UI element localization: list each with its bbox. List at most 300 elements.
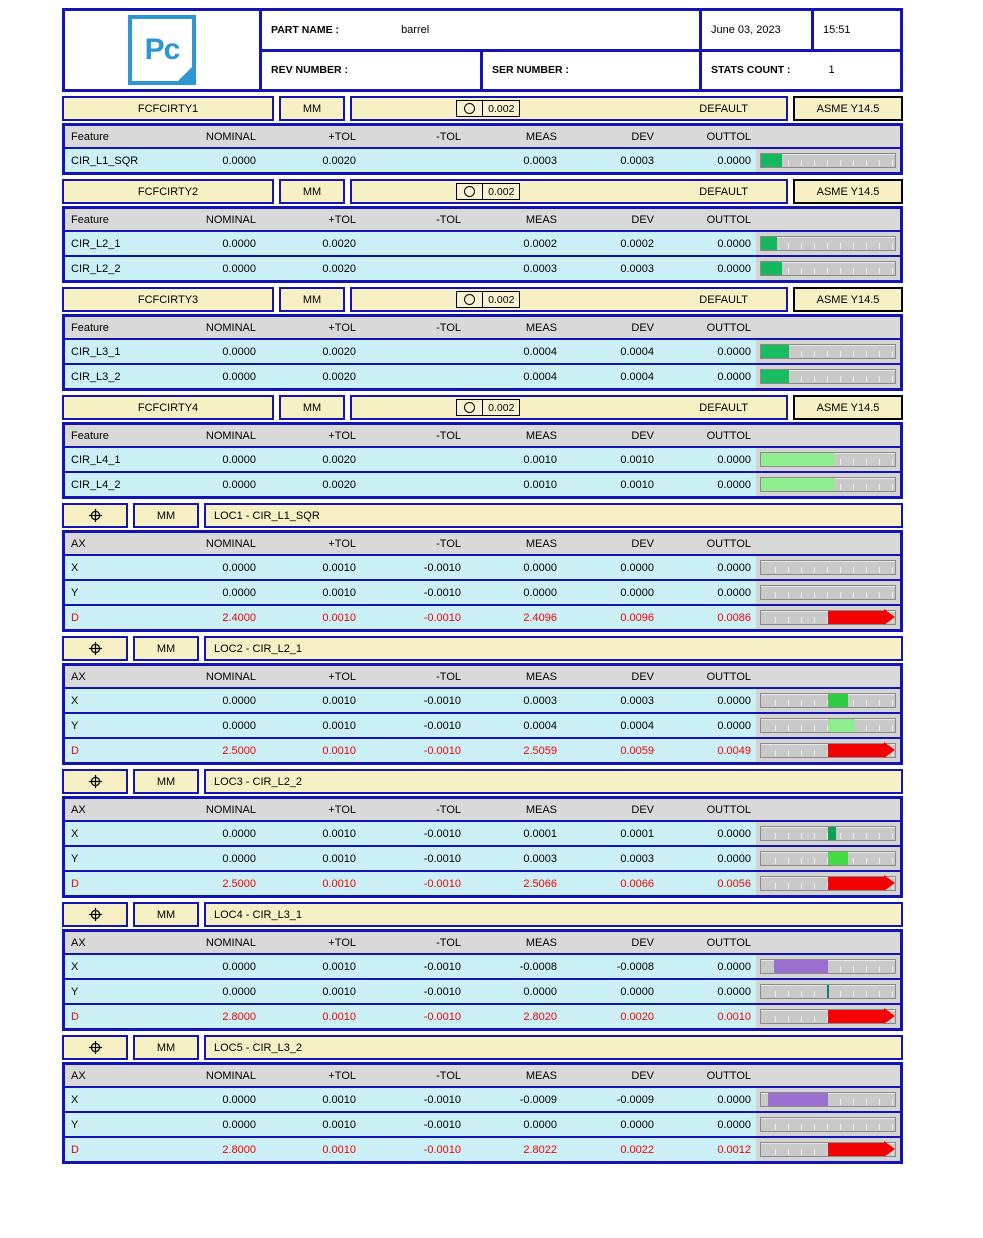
outtol-bar-track: [760, 261, 896, 276]
bar-ticks: [763, 243, 894, 249]
feature-name-cell: Y: [71, 1118, 79, 1131]
table-row: [65, 471, 900, 496]
value-cell: 0.0010: [322, 852, 356, 865]
value-cell: 0.0020: [322, 262, 356, 275]
table-row: [65, 687, 900, 712]
bar-column-header: [756, 1065, 900, 1086]
column-header: -TOL: [436, 936, 461, 949]
circularity-icon: [457, 292, 483, 307]
deviation-bar-fill: [761, 237, 777, 250]
value-cell: -0.0008: [616, 960, 654, 973]
standard-label: ASME Y14.5: [793, 287, 903, 312]
column-header: OUTTOL: [706, 1069, 751, 1082]
ser-number-label: SER NUMBER :: [492, 64, 570, 77]
section-header-strip: [62, 503, 903, 528]
table-row: [65, 1111, 900, 1136]
table-row: [65, 820, 900, 845]
value-cell: 0.0096: [620, 611, 654, 624]
rev-number-label: REV NUMBER :: [271, 64, 349, 77]
section-header-strip: [62, 1035, 903, 1060]
outtol-bar-cell: [756, 556, 900, 579]
column-header: DEV: [631, 803, 654, 816]
header-row-2: [262, 52, 900, 90]
section-title: LOC5 - CIR_L3_2: [204, 1035, 903, 1060]
column-header-row: [65, 533, 900, 554]
column-header: NOMINAL: [205, 670, 256, 683]
fcf-tolerance-value: 0.002: [488, 401, 515, 414]
value-cell: 0.0010: [322, 960, 356, 973]
value-cell: 0.0022: [620, 1143, 654, 1156]
feature-name-cell: CIR_L3_2: [71, 370, 121, 383]
value-cell: 0.0010: [322, 827, 356, 840]
out-of-tolerance-arrow-icon: [884, 1008, 895, 1024]
section-title: LOC4 - CIR_L3_1: [204, 902, 903, 927]
value-cell: 0.0010: [620, 478, 654, 491]
report-header: [62, 8, 903, 92]
units-label: MM: [279, 96, 345, 121]
standard-label: ASME Y14.5: [793, 395, 903, 420]
column-header-row: [65, 666, 900, 687]
value-cell: 0.0000: [523, 586, 557, 599]
value-cell: 0.0003: [523, 262, 557, 275]
bar-column-header: [756, 425, 900, 446]
outtol-bar-track: [760, 153, 896, 168]
column-header: AX: [71, 537, 86, 550]
value-cell: 0.0000: [717, 586, 751, 599]
column-header: +TOL: [328, 936, 356, 949]
value-cell: 0.0066: [620, 877, 654, 890]
units-label: MM: [133, 1035, 199, 1060]
bar-ticks: [763, 592, 894, 598]
true-position-glyph: [88, 1040, 103, 1055]
value-cell: 0.0000: [222, 586, 256, 599]
circle-glyph: [464, 402, 475, 413]
value-cell: -0.0010: [423, 719, 461, 732]
column-header: MEAS: [525, 1069, 557, 1082]
outtol-bar-cell: [756, 847, 900, 870]
bar-column-header: [756, 533, 900, 554]
section-title: LOC1 - CIR_L1_SQR: [204, 503, 903, 528]
value-cell: 0.0000: [222, 154, 256, 167]
value-cell: 0.0000: [717, 985, 751, 998]
deviation-bar-fill: [828, 877, 884, 890]
column-header: DEV: [631, 537, 654, 550]
outtol-bar-cell: [756, 581, 900, 604]
bar-ticks: [763, 567, 894, 573]
table-row: [65, 953, 900, 978]
column-header: -TOL: [436, 130, 461, 143]
section-header-strip: [62, 96, 903, 121]
table-row: [65, 978, 900, 1003]
value-cell: -0.0010: [423, 1093, 461, 1106]
column-header: MEAS: [525, 537, 557, 550]
feature-name-cell: X: [71, 561, 79, 574]
value-cell: 0.0000: [717, 154, 751, 167]
value-cell: 0.0000: [222, 985, 256, 998]
deviation-bar-fill: [828, 1143, 884, 1156]
value-cell: 0.0004: [523, 719, 557, 732]
column-header: +TOL: [328, 321, 356, 334]
table-row: [65, 870, 900, 895]
bar-column-header: [756, 666, 900, 687]
column-header: AX: [71, 670, 86, 683]
value-cell: 0.0020: [322, 345, 356, 358]
deviation-bar-fill: [761, 478, 835, 491]
value-cell: [361, 232, 466, 255]
value-cell: 0.0000: [222, 237, 256, 250]
datum-label: DEFAULT: [699, 293, 748, 306]
units-label: MM: [279, 287, 345, 312]
column-header: MEAS: [525, 213, 557, 226]
feature-name-cell: CIR_L3_1: [71, 345, 121, 358]
logo-fold-corner-icon: [177, 66, 193, 82]
section-title: LOC2 - CIR_L2_1: [204, 636, 903, 661]
table-row: [65, 363, 900, 388]
outtol-bar-track: [760, 610, 896, 625]
outtol-bar-cell: [756, 1138, 900, 1161]
deviation-bar-fill: [828, 694, 848, 707]
column-header: Feature: [71, 130, 109, 143]
value-cell: 0.0000: [222, 1118, 256, 1131]
value-cell: 0.0020: [322, 453, 356, 466]
deviation-bar-fill: [828, 827, 836, 840]
table-row: [65, 147, 900, 172]
outtol-bar-cell: [756, 739, 900, 762]
outtol-bar-track: [760, 984, 896, 999]
outtol-bar-cell: [756, 257, 900, 280]
outtol-bar-cell: [756, 980, 900, 1003]
value-cell: 0.0000: [222, 453, 256, 466]
column-header: NOMINAL: [205, 1069, 256, 1082]
value-cell: 0.0000: [222, 719, 256, 732]
section-title: LOC3 - CIR_L2_2: [204, 769, 903, 794]
table-row: [65, 845, 900, 870]
section-table: [62, 123, 903, 175]
fcf-summary-box: [350, 96, 788, 121]
column-header: Feature: [71, 321, 109, 334]
outtol-bar-track: [760, 452, 896, 467]
section-header-strip: [62, 636, 903, 661]
value-cell: 0.0000: [620, 561, 654, 574]
value-cell: 0.0000: [717, 370, 751, 383]
column-header: OUTTOL: [706, 130, 751, 143]
column-header: -TOL: [436, 803, 461, 816]
value-cell: 0.0010: [322, 611, 356, 624]
pcdmis-logo-icon: [128, 15, 196, 85]
value-cell: 0.0000: [717, 852, 751, 865]
value-cell: [361, 365, 466, 388]
column-header: -TOL: [436, 1069, 461, 1082]
value-cell: 0.0010: [620, 453, 654, 466]
value-cell: 2.8000: [222, 1143, 256, 1156]
value-cell: -0.0010: [423, 1143, 461, 1156]
value-cell: -0.0010: [423, 852, 461, 865]
value-cell: 0.0001: [523, 827, 557, 840]
column-header: AX: [71, 803, 86, 816]
value-cell: 0.0003: [620, 694, 654, 707]
section-table: [62, 929, 903, 1031]
value-cell: 0.0004: [523, 370, 557, 383]
deviation-bar-fill: [761, 370, 789, 383]
column-header: OUTTOL: [706, 321, 751, 334]
out-of-tolerance-arrow-icon: [884, 1141, 895, 1157]
section-table: [62, 1062, 903, 1164]
value-cell: 0.0010: [322, 586, 356, 599]
value-cell: 0.0020: [322, 154, 356, 167]
value-cell: 0.0002: [620, 237, 654, 250]
circularity-icon: [457, 400, 483, 415]
out-of-tolerance-arrow-icon: [884, 875, 895, 891]
column-header: AX: [71, 1069, 86, 1082]
outtol-bar-cell: [756, 1088, 900, 1111]
column-header: NOMINAL: [205, 936, 256, 949]
column-header: OUTTOL: [706, 936, 751, 949]
column-header: AX: [71, 936, 86, 949]
feature-control-frame: [456, 399, 520, 416]
outtol-bar-track: [760, 693, 896, 708]
value-cell: 2.5000: [222, 877, 256, 890]
column-header: MEAS: [525, 130, 557, 143]
outtol-bar-cell: [756, 714, 900, 737]
part-name-value: barrel: [401, 23, 430, 36]
feature-name-cell: Y: [71, 586, 79, 599]
report-date: June 03, 2023: [702, 11, 814, 49]
section-table: [62, 206, 903, 283]
value-cell: 0.0004: [523, 345, 557, 358]
fcf-tolerance-value: 0.002: [488, 293, 515, 306]
value-cell: 0.0004: [620, 719, 654, 732]
value-cell: 0.0000: [717, 694, 751, 707]
bar-column-header: [756, 799, 900, 820]
value-cell: 2.8022: [523, 1143, 557, 1156]
column-header-row: [65, 126, 900, 147]
table-row: [65, 1086, 900, 1111]
section-table: [62, 314, 903, 391]
stats-count-value: 1: [828, 64, 835, 77]
feature-name-cell: Y: [71, 852, 79, 865]
column-header: Feature: [71, 429, 109, 442]
bar-ticks: [763, 160, 894, 166]
value-cell: 0.0000: [717, 345, 751, 358]
value-cell: 0.0000: [222, 694, 256, 707]
value-cell: 0.0003: [620, 154, 654, 167]
section-title: FCFCIRTY2: [62, 179, 274, 204]
column-header: NOMINAL: [205, 803, 256, 816]
value-cell: 0.0000: [620, 1118, 654, 1131]
value-cell: 0.0000: [717, 960, 751, 973]
value-cell: 0.0000: [620, 586, 654, 599]
outtol-bar-track: [760, 1117, 896, 1132]
column-header: DEV: [631, 130, 654, 143]
outtol-bar-track: [760, 1092, 896, 1107]
column-header: OUTTOL: [706, 213, 751, 226]
value-cell: 0.0000: [523, 1118, 557, 1131]
outtol-bar-cell: [756, 955, 900, 978]
value-cell: -0.0008: [519, 960, 557, 973]
feature-control-frame: [456, 100, 520, 117]
value-cell: 0.0010: [322, 1143, 356, 1156]
column-header: NOMINAL: [205, 429, 256, 442]
true-position-icon: [62, 1035, 128, 1060]
table-row: [65, 255, 900, 280]
column-header: -TOL: [436, 670, 461, 683]
column-header: NOMINAL: [205, 213, 256, 226]
value-cell: 0.0010: [717, 1010, 751, 1023]
section-header-strip: [62, 287, 903, 312]
section-table: [62, 422, 903, 499]
deviation-bar-fill: [828, 719, 855, 732]
column-header-row: [65, 209, 900, 230]
value-cell: -0.0010: [423, 611, 461, 624]
standard-label: ASME Y14.5: [793, 96, 903, 121]
value-cell: -0.0010: [423, 586, 461, 599]
outtol-bar-cell: [756, 448, 900, 471]
true-position-glyph: [88, 508, 103, 523]
value-cell: 0.0000: [222, 478, 256, 491]
feature-name-cell: CIR_L2_1: [71, 237, 121, 250]
feature-name-cell: D: [71, 877, 79, 890]
outtol-bar-cell: [756, 1005, 900, 1028]
section-header-strip: [62, 769, 903, 794]
column-header: +TOL: [328, 670, 356, 683]
outtol-bar-track: [760, 851, 896, 866]
table-row: [65, 579, 900, 604]
outtol-bar-cell: [756, 365, 900, 388]
value-cell: [361, 448, 466, 471]
circularity-icon: [457, 101, 483, 116]
value-cell: -0.0010: [423, 1118, 461, 1131]
feature-name-cell: X: [71, 1093, 79, 1106]
value-cell: -0.0010: [423, 744, 461, 757]
value-cell: 0.0003: [523, 852, 557, 865]
true-position-icon: [62, 902, 128, 927]
bar-column-header: [756, 932, 900, 953]
feature-control-frame: [456, 183, 520, 200]
value-cell: 0.0000: [717, 827, 751, 840]
value-cell: 0.0003: [620, 262, 654, 275]
section-header-strip: [62, 395, 903, 420]
column-header: +TOL: [328, 537, 356, 550]
value-cell: 0.0010: [322, 1093, 356, 1106]
feature-name-cell: CIR_L2_2: [71, 262, 121, 275]
value-cell: 0.0010: [322, 985, 356, 998]
value-cell: -0.0010: [423, 694, 461, 707]
fcf-tolerance-value: 0.002: [488, 102, 515, 115]
value-cell: [361, 257, 466, 280]
value-cell: 0.0000: [717, 453, 751, 466]
bar-column-header: [756, 126, 900, 147]
value-cell: [361, 473, 466, 496]
value-cell: 0.0020: [322, 478, 356, 491]
true-position-icon: [62, 769, 128, 794]
value-cell: 0.0000: [222, 561, 256, 574]
value-cell: 0.0000: [222, 1093, 256, 1106]
deviation-bar-fill: [828, 744, 884, 757]
value-cell: 0.0000: [222, 345, 256, 358]
column-header: +TOL: [328, 803, 356, 816]
datum-label: DEFAULT: [699, 185, 748, 198]
out-of-tolerance-arrow-icon: [884, 609, 895, 625]
column-header: MEAS: [525, 803, 557, 816]
column-header: OUTTOL: [706, 803, 751, 816]
value-cell: 2.5066: [523, 877, 557, 890]
table-row: [65, 554, 900, 579]
value-cell: 0.0010: [523, 453, 557, 466]
value-cell: 0.0010: [322, 561, 356, 574]
feature-name-cell: D: [71, 611, 79, 624]
column-header: -TOL: [436, 213, 461, 226]
datum-label: DEFAULT: [699, 102, 748, 115]
deviation-bar-fill: [761, 154, 782, 167]
value-cell: 0.0003: [523, 154, 557, 167]
outtol-bar-track: [760, 718, 896, 733]
table-row: [65, 338, 900, 363]
standard-label: ASME Y14.5: [793, 179, 903, 204]
bar-ticks: [763, 268, 894, 274]
section-title: FCFCIRTY1: [62, 96, 274, 121]
value-cell: 0.0000: [717, 1093, 751, 1106]
value-cell: 0.0000: [222, 370, 256, 383]
deviation-bar-fill: [828, 1010, 884, 1023]
column-header: NOMINAL: [205, 321, 256, 334]
column-header: DEV: [631, 670, 654, 683]
value-cell: 0.0010: [322, 1118, 356, 1131]
value-cell: 0.0010: [523, 478, 557, 491]
column-header: -TOL: [436, 429, 461, 442]
circle-glyph: [464, 103, 475, 114]
column-header: DEV: [631, 936, 654, 949]
table-row: [65, 1003, 900, 1028]
value-cell: -0.0010: [423, 827, 461, 840]
column-header: DEV: [631, 213, 654, 226]
bar-column-header: [756, 209, 900, 230]
column-header: Feature: [71, 213, 109, 226]
units-label: MM: [133, 503, 199, 528]
value-cell: 0.0000: [222, 960, 256, 973]
outtol-bar-track: [760, 369, 896, 384]
units-label: MM: [133, 769, 199, 794]
value-cell: -0.0010: [423, 561, 461, 574]
feature-control-frame: [456, 291, 520, 308]
value-cell: 0.0086: [717, 611, 751, 624]
feature-name-cell: X: [71, 694, 79, 707]
feature-name-cell: D: [71, 1010, 79, 1023]
outtol-bar-track: [760, 1009, 896, 1024]
feature-name-cell: X: [71, 960, 79, 973]
outtol-bar-cell: [756, 149, 900, 172]
section-header-strip: [62, 179, 903, 204]
value-cell: 0.0010: [322, 877, 356, 890]
out-of-tolerance-arrow-icon: [884, 742, 895, 758]
column-header: +TOL: [328, 213, 356, 226]
outtol-bar-track: [760, 959, 896, 974]
column-header: DEV: [631, 429, 654, 442]
stats-count-cell: [702, 52, 900, 90]
outtol-bar-track: [760, 560, 896, 575]
units-label: MM: [279, 179, 345, 204]
true-position-glyph: [88, 774, 103, 789]
column-header: MEAS: [525, 429, 557, 442]
outtol-bar-track: [760, 236, 896, 251]
outtol-bar-cell: [756, 689, 900, 712]
deviation-bar-fill: [761, 345, 789, 358]
circle-glyph: [464, 294, 475, 305]
table-row: [65, 446, 900, 471]
table-row: [65, 712, 900, 737]
header-row-1: [262, 11, 900, 52]
deviation-bar-fill: [828, 852, 848, 865]
deviation-bar-fill: [761, 453, 835, 466]
